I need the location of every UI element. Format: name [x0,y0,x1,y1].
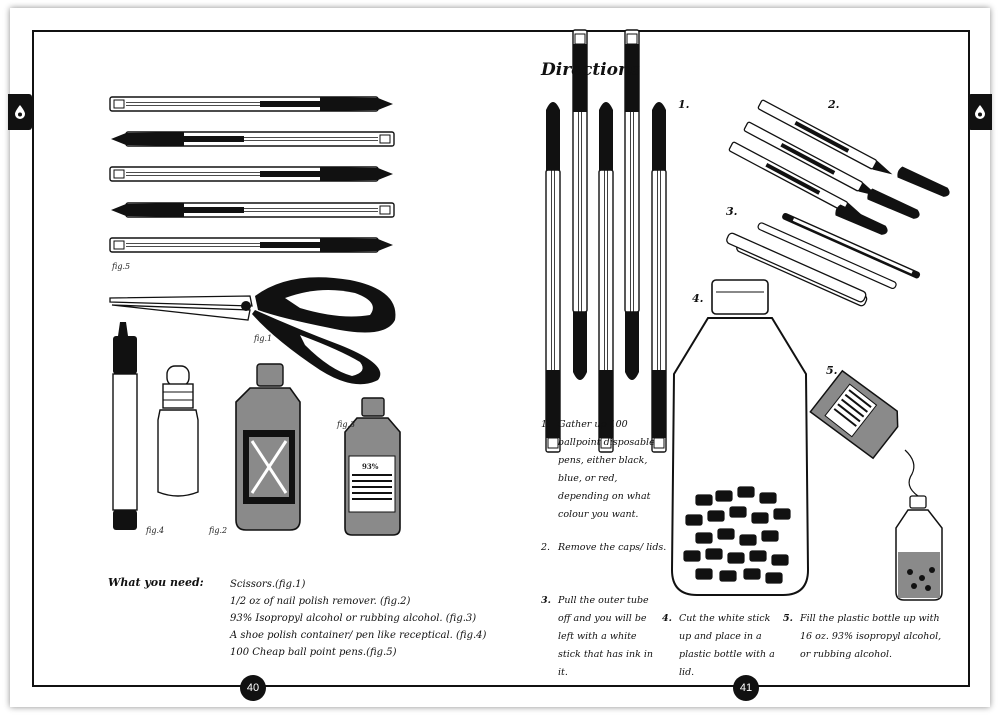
direction-step [662,610,780,682]
pouring-alcohol-illustration [810,369,942,600]
direction-step [783,610,953,664]
nail-polish-remover-illustration [236,364,300,530]
list-item: 100 Cheap ball point pens.(fig.5) [230,647,397,658]
step-text: Cut the white stick up and place in a plastic bottle with a lid. [679,613,775,678]
illustration-number: 4. [692,292,704,305]
ballpoint-pens-illustration [110,97,394,252]
plastic-bottle-illustration [672,280,808,595]
illustration-number: 3. [726,205,738,218]
fig2-label: fig.2 [209,526,228,535]
direction-step [541,416,667,524]
illustration-number: 1. [678,98,690,111]
marker-container-illustration [113,322,137,530]
direction-step [541,592,659,682]
step-number: 4. [662,613,672,624]
list-item: A shoe polish container/ pen like receptical. (fig.4) [230,630,487,641]
step-number: 1. [541,419,551,430]
capped-pens-illustration [546,30,666,452]
illustration-number: 2. [828,98,840,111]
step-number: 2. [541,542,551,553]
fig1-label: fig.1 [254,334,273,343]
fig4-label: fig.4 [146,526,165,535]
step-number: 5. [783,613,793,624]
step-text: Remove the caps/ lids. [558,542,667,553]
fig3-label: fig.3 [337,420,356,429]
direction-step [541,539,667,557]
step-number: 3. [541,595,551,606]
illustration-number: 5. [826,364,838,377]
list-item: Scissors.(fig.1) [230,579,306,590]
uncapped-pens-illustration [729,100,952,238]
fig5-label: fig.5 [112,262,131,271]
list-item: 1/2 oz of nail polish remover. (fig.2) [230,596,411,607]
page-number-right: 41 [733,675,759,701]
materials-list [230,576,486,661]
step-text: Pull the outer tube off and you will be left with a white stick that has ink in it. [558,595,654,678]
step-text: Fill the plastic bottle up with 16 oz. 93% isopropyl alcohol, or rubbing alcohol. [800,613,942,660]
page-title: Directions [541,60,640,80]
shoe-polish-container-illustration [158,366,198,496]
page-number-left: 40 [240,675,266,701]
what-you-need-title: What you need: [108,576,204,589]
step-text: Gather up 100 ballpoint disposable pens, either black, blue, or red, depending on what colour you want. [558,419,655,520]
scissors-illustration [110,277,395,384]
bottle-label-text: 93% [362,462,379,471]
list-item: 93% Isopropyl alcohol or rubbing alcohol. (fig.3) [230,613,477,624]
